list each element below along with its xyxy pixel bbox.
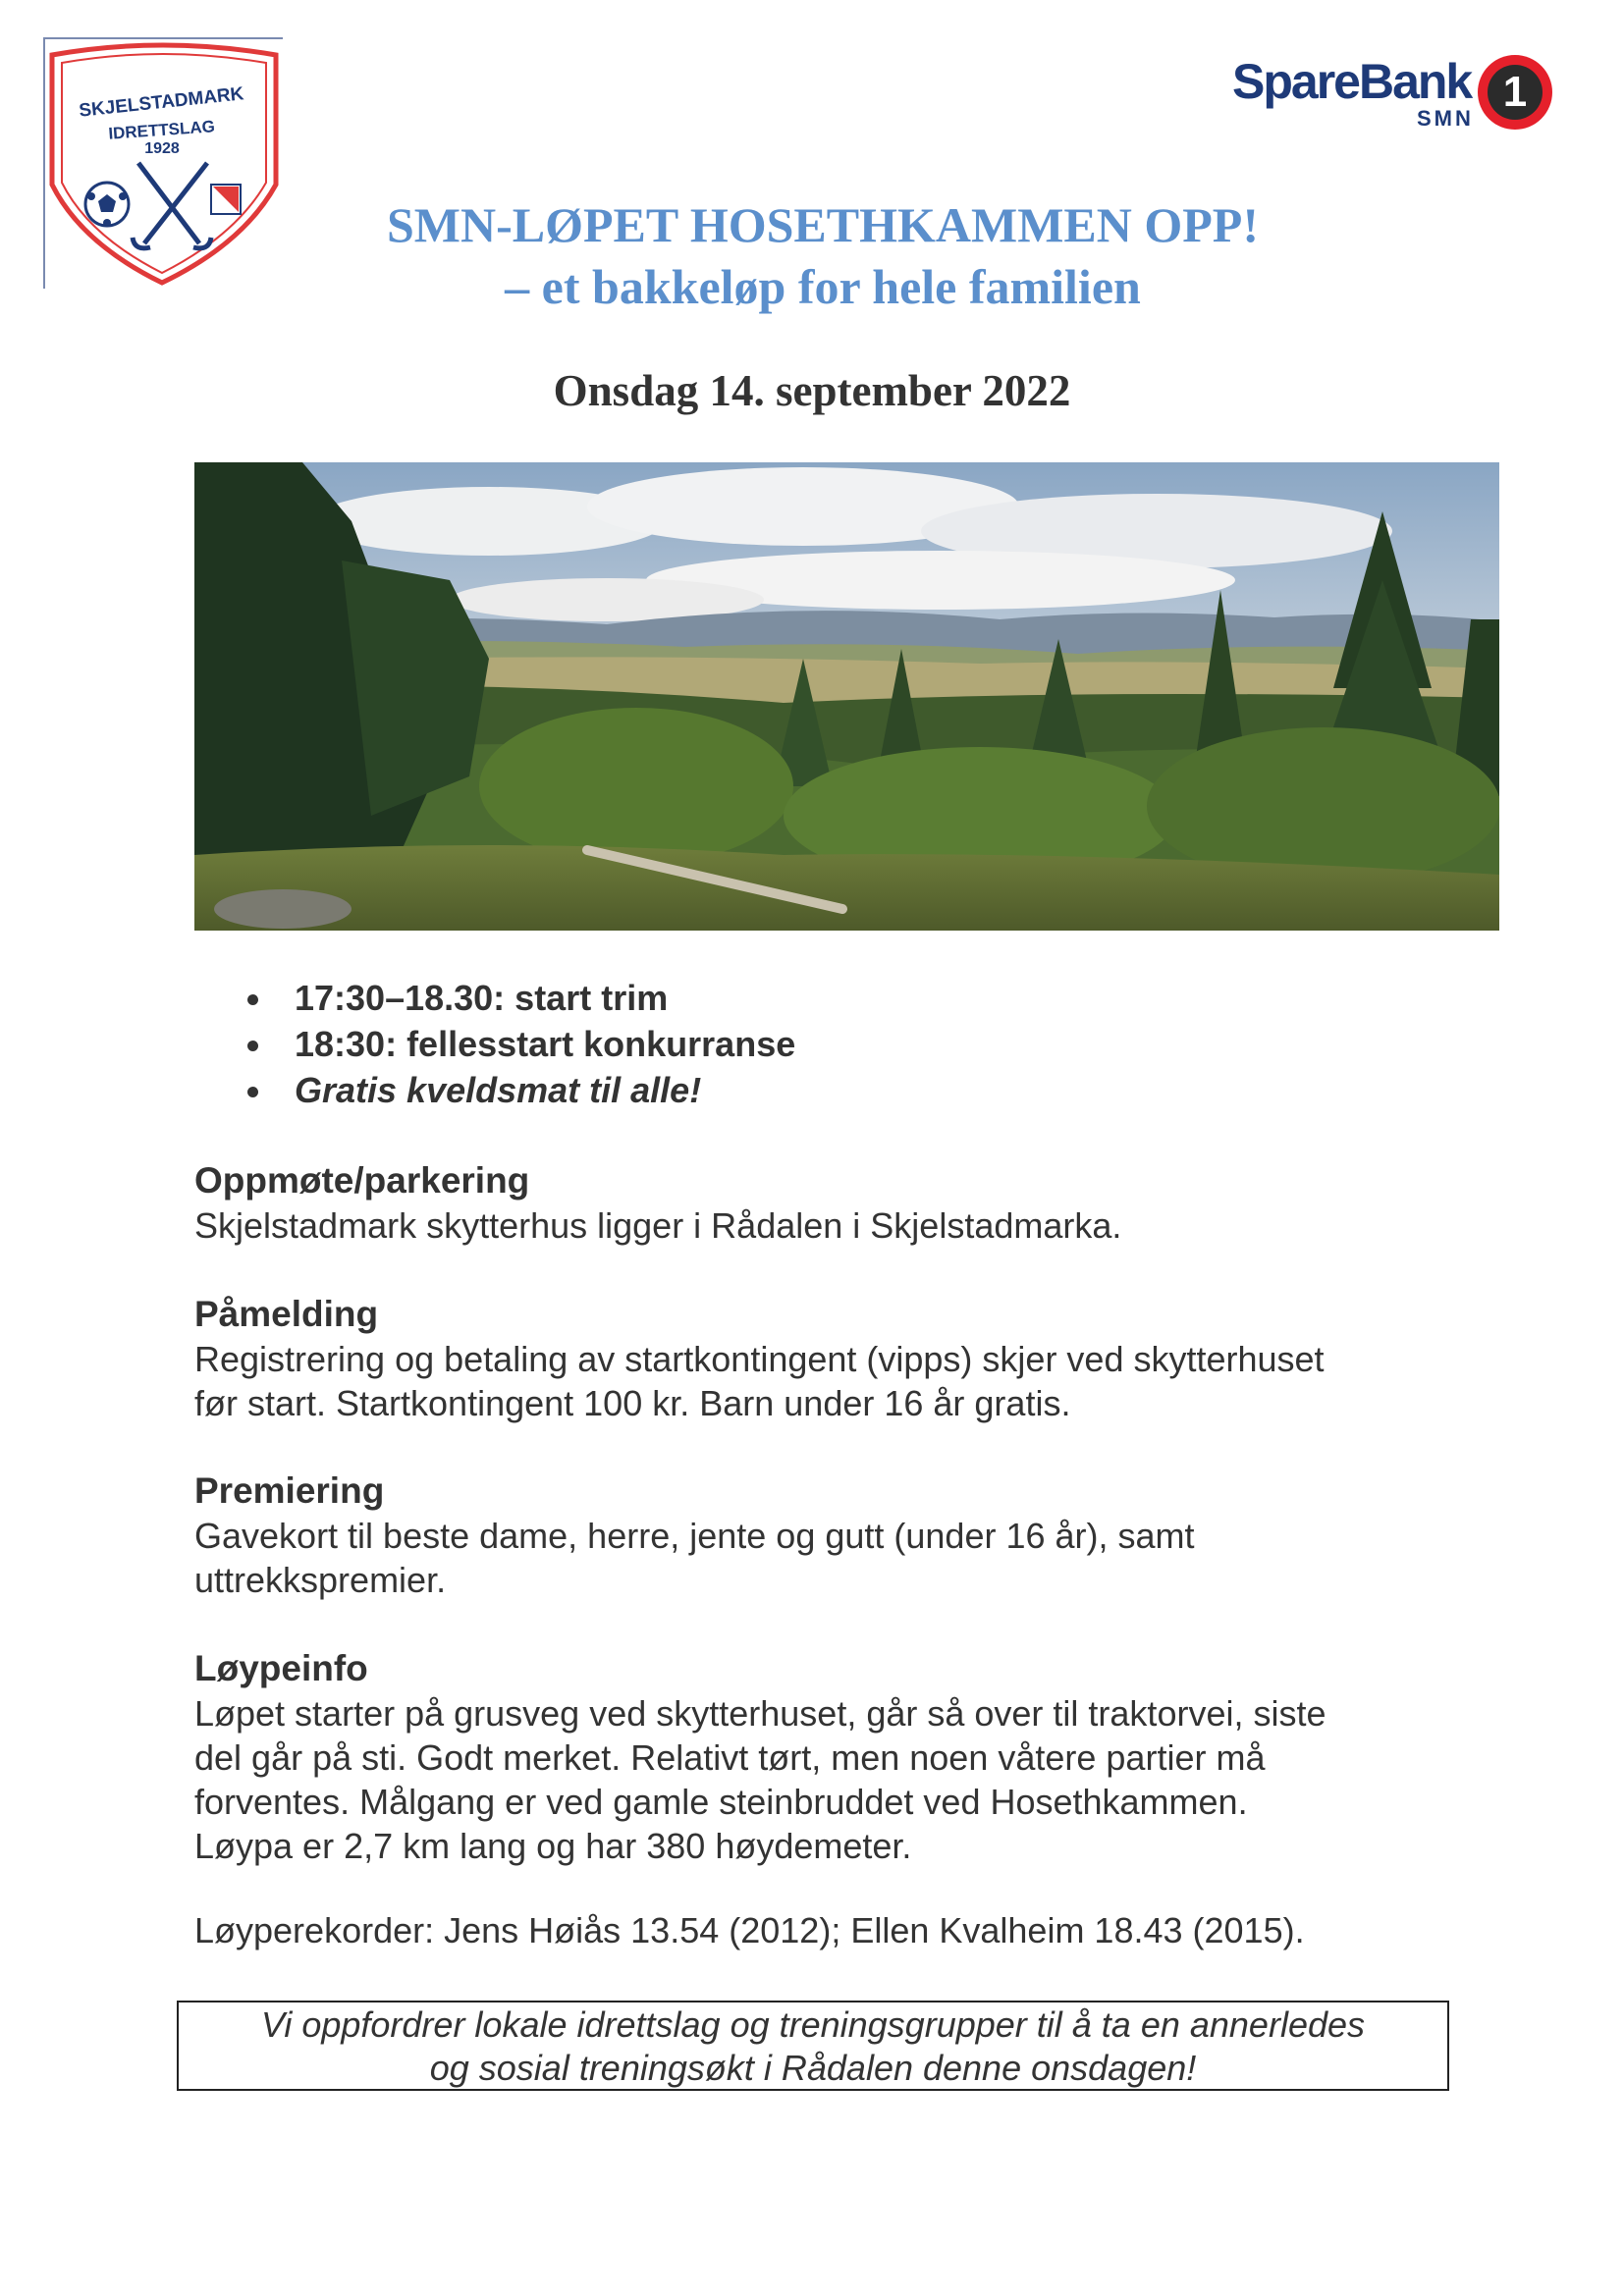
- section-text: forventes. Målgang er ved gamle steinbruddet ved Hosethkammen.: [194, 1782, 1248, 1822]
- section-premiering: [194, 1468, 1471, 1602]
- section-heading: Påmelding: [194, 1294, 379, 1334]
- sponsor-wordmark: SpareBank: [1232, 54, 1472, 109]
- section-loypeinfo: [194, 1646, 1471, 1868]
- section-text: Skjelstadmark skytterhus ligger i Rådalen i Skjelstadmarka.: [194, 1205, 1122, 1246]
- event-title: SMN-LØPET HOSETHKAMMEN OPP!: [387, 197, 1259, 252]
- section-heading: Oppmøte/parkering: [194, 1160, 530, 1201]
- sponsor-logo: [1232, 51, 1566, 139]
- schedule-item: 17:30–18.30: start trim: [244, 975, 795, 1021]
- section-oppmote: [194, 1158, 1471, 1248]
- club-year: 1928: [144, 140, 180, 157]
- club-name: SKJELSTADMARK: [78, 83, 245, 122]
- event-date: Onsdag 14. september 2022: [553, 366, 1071, 415]
- invitation-line: og sosial treningsøkt i Rådalen denne onsdagen!: [429, 2048, 1197, 2088]
- section-text: uttrekkspremier.: [194, 1560, 447, 1600]
- invitation-line: Vi oppfordrer lokale idrettslag og treningsgrupper til å ta en annerledes: [260, 2004, 1366, 2045]
- schedule-item: 18:30: fellesstart konkurranse: [244, 1021, 795, 1067]
- sponsor-badge-number: 1: [1488, 65, 1543, 120]
- section-text: del går på sti. Godt merket. Relativt tørt, men noen våtere partier må: [194, 1737, 1266, 1778]
- section-pamelding: [194, 1292, 1471, 1425]
- bullet-icon: [247, 994, 258, 1005]
- bullet-icon: [247, 1041, 258, 1051]
- landscape-photo: [194, 462, 1499, 931]
- section-text: Gavekort til beste dame, herre, jente og gutt (under 16 år), samt: [194, 1516, 1195, 1556]
- section-text: før start. Startkontingent 100 kr. Barn under 16 år gratis.: [194, 1383, 1071, 1423]
- schedule-list: [244, 975, 795, 1113]
- schedule-item: Gratis kveldsmat til alle!: [244, 1067, 795, 1113]
- bullet-icon: [247, 1087, 258, 1097]
- invitation-box: [177, 2001, 1449, 2091]
- sponsor-sub: SMN: [1417, 106, 1474, 131]
- section-heading: Premiering: [194, 1470, 385, 1511]
- section-text: Løypa er 2,7 km lang og har 380 høydemeter.: [194, 1826, 912, 1866]
- sponsor-badge-icon: [1478, 55, 1552, 130]
- course-records: Løyperekorder: Jens Høiås 13.54 (2012); Ellen Kvalheim 18.43 (2015).: [194, 1910, 1305, 1950]
- section-text: Løpet starter på grusveg ved skytterhuset, går så over til traktorvei, siste: [194, 1693, 1326, 1734]
- section-heading: Løypeinfo: [194, 1648, 368, 1688]
- event-subtitle: – et bakkeløp for hele familien: [505, 259, 1141, 314]
- section-text: Registrering og betaling av startkontingent (vipps) skjer ved skytterhuset: [194, 1339, 1325, 1379]
- club-type: IDRETTSLAG: [107, 117, 216, 143]
